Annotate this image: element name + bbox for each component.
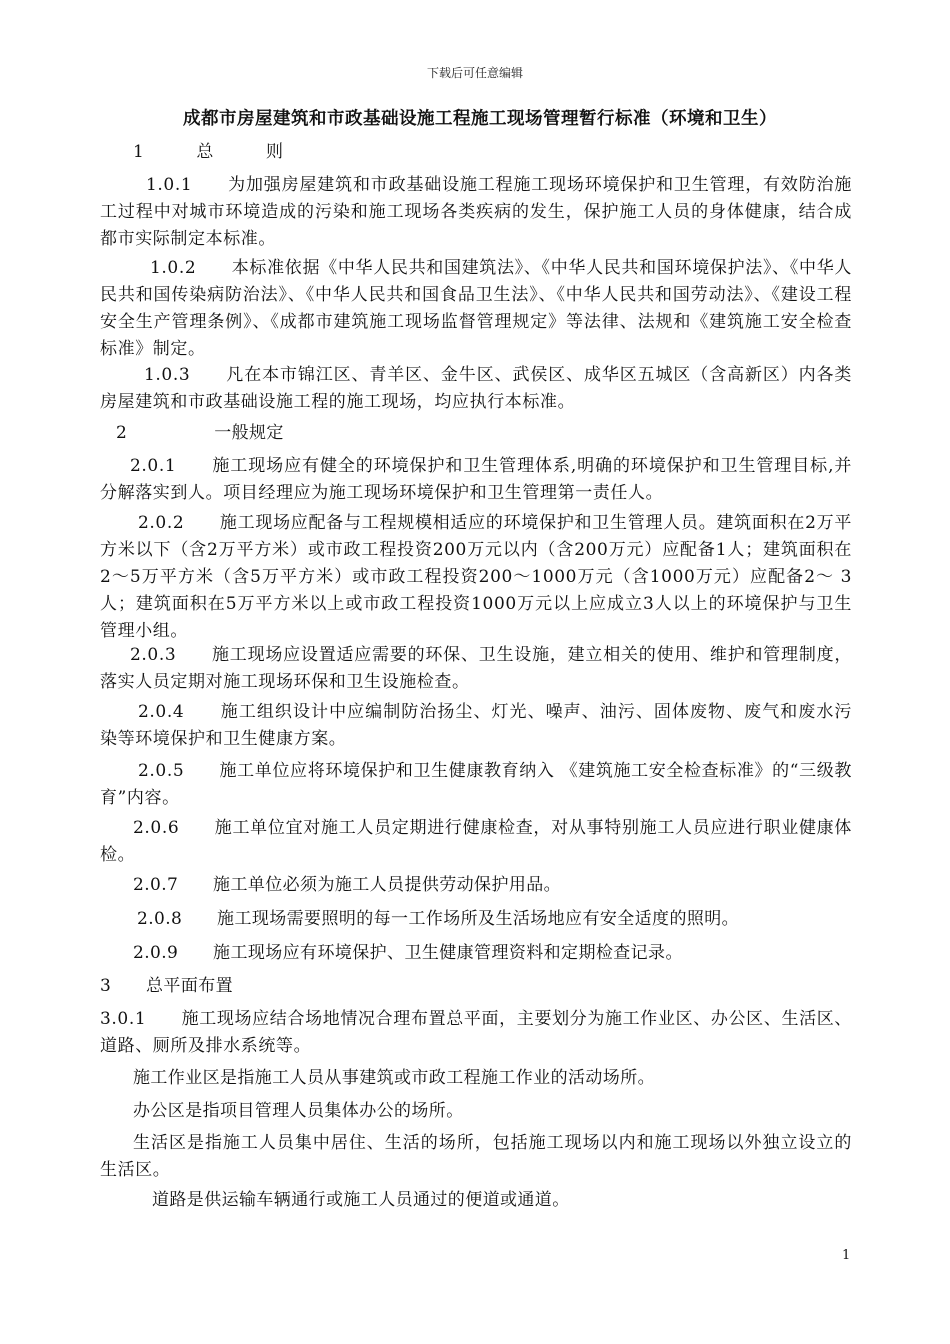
clause-3-0-1: 3.0.1 施工现场应结合场地情况合理布置总平面，主要划分为施工作业区、办公区、生活区、道路、厕所及排水系统等。 xyxy=(100,1009,852,1056)
living-area-definition: 生活区是指施工人员集中居住、生活的场所，包括施工现场以内和施工现场以外独立设立的生活区。 xyxy=(100,1133,852,1180)
page-number: 1 xyxy=(842,1248,851,1263)
clause-2-0-1: 2.0.1 施工现场应有健全的环境保护和卫生管理体系,明确的环境保护和卫生管理目标,并分解落实到人。项目经理应为施工现场环境保护和卫生管理第一责任人。 xyxy=(100,456,852,503)
clause-1-0-1: 1.0.1 为加强房屋建筑和市政基础设施工程施工现场环境保护和卫生管理，有效防治施工过程中对城市环境造成的污染和施工现场各类疾病的发生，保护施工人员的身体健康，结合成都市实际制定本标准。 xyxy=(100,175,852,249)
clause-2-0-5: 2.0.5 施工单位应将环境保护和卫生健康教育纳入 《建筑施工安全检查标准》的“三级教育”内容。 xyxy=(100,761,852,808)
section-2-heading: 2 一般规定 xyxy=(116,423,284,443)
clause-2-0-6: 2.0.6 施工单位宜对施工人员定期进行健康检查，对从事特别施工人员应进行职业健康体检。 xyxy=(100,818,852,865)
clause-1-0-3: 1.0.3 凡在本市锦江区、青羊区、金牛区、武侯区、成华区五城区（含高新区）内各类房屋建筑和市政基础设施工程的施工现场，均应执行本标准。 xyxy=(100,365,852,412)
section-1-heading: 1 总 则 xyxy=(133,142,284,162)
clause-2-0-7: 2.0.7 施工单位必须为施工人员提供劳动保护用品。 xyxy=(133,875,562,895)
clause-2-0-2: 2.0.2 施工现场应配备与工程规模相适应的环境保护和卫生管理人员。建筑面积在2万平方米以下（含2万平方米）或市政工程投资200万元以内（含200万元）应配备1人；建筑面积在2～5万平方米（含5万平方米）或市政工程投资200～1000万元（含1000万元）应配备2～ 3人；建筑面积在5万平方米以上或市政工程投资1000万元以上应成立3人以上的环境保护与卫生管理小组。 xyxy=(100,513,852,641)
section-3-heading: 3 总平面布置 xyxy=(100,976,234,996)
clause-2-0-8: 2.0.8 施工现场需要照明的每一工作场所及生活场地应有安全适度的照明。 xyxy=(137,909,740,929)
road-definition: 道路是供运输车辆通行或施工人员通过的便道或通道。 xyxy=(152,1190,570,1210)
clause-2-0-9: 2.0.9 施工现场应有环境保护、卫生健康管理资料和定期检查记录。 xyxy=(133,943,683,963)
header-note: 下载后可任意编辑 xyxy=(426,66,523,80)
clause-2-0-3: 2.0.3 施工现场应设置适应需要的环保、卫生设施，建立相关的使用、维护和管理制度，落实人员定期对施工现场环保和卫生设施检查。 xyxy=(100,645,852,692)
office-area-definition: 办公区是指项目管理人员集体办公的场所。 xyxy=(133,1101,464,1121)
work-area-definition: 施工作业区是指施工人员从事建筑或市政工程施工作业的活动场所。 xyxy=(133,1068,655,1088)
clause-1-0-2: 1.0.2 本标准依据《中华人民共和国建筑法》、《中华人民共和国环境保护法》、《中华人民共和国传染病防治法》、《中华人民共和国食品卫生法》、《中华人民共和国劳动法》、《建设工程安全生产管理条例》、《成都市建筑施工现场监督管理规定》等法律、法规和《建筑施工安全检查标准》制定。 xyxy=(100,258,852,359)
document-title: 成都市房屋建筑和市政基础设施工程施工现场管理暂行标准（环境和卫生） xyxy=(183,109,777,129)
clause-2-0-4: 2.0.4 施工组织设计中应编制防治扬尘、灯光、噪声、油污、固体废物、废气和废水污染等环境保护和卫生健康方案。 xyxy=(100,702,852,749)
